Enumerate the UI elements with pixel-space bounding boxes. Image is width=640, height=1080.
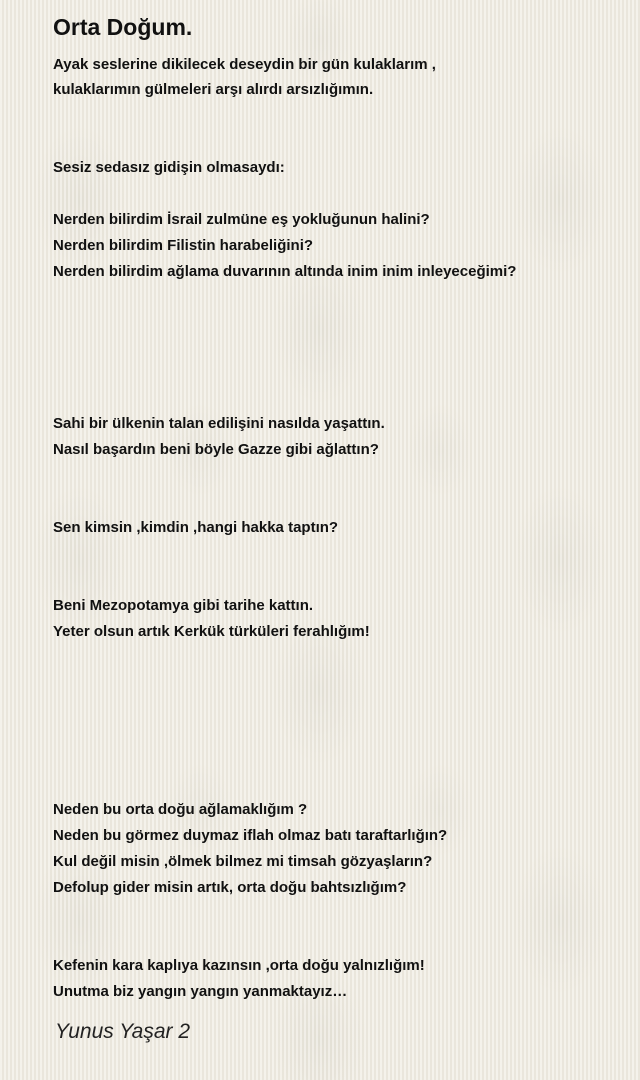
poem-line: Beni Mezopotamya gibi tarihe kattın. — [53, 597, 314, 614]
poem-line: Neden bu orta doğu ağlamaklığım ? — [53, 801, 308, 818]
poem-line: Kul değil misin ,ölmek bilmez mi timsah gözyaşların? — [53, 853, 433, 870]
poem-line: Nerden bilirdim Filistin harabeliğini? — [53, 237, 314, 254]
poem-line: Unutma biz yangın yangın yanmaktayız… — [53, 983, 348, 1000]
poem-line: Sesiz sedasız gidişin olmasaydı: — [53, 159, 285, 176]
poem-line: Nerden bilirdim İsrail zulmüne eş yokluğunun halini? — [53, 211, 430, 228]
poem-line: Nasıl başardın beni böyle Gazze gibi ağlattın? — [53, 441, 379, 458]
poem-line: Nerden bilirdim ağlama duvarının altında inim inim inleyeceğimi? — [53, 263, 517, 280]
poem-line: Ayak seslerine dikilecek deseydin bir gün kulaklarım , — [53, 56, 436, 73]
poem-line: Defolup gider misin artık, orta doğu bahtsızlığım? — [53, 879, 407, 896]
poem-line: kulaklarımın gülmeleri arşı alırdı arsızlığımın. — [53, 81, 374, 98]
poem-line: Neden bu görmez duymaz iflah olmaz batı taraftarlığın? — [53, 827, 448, 844]
poem-title: Orta Doğum. — [53, 14, 193, 40]
poem-line: Sen kimsin ,kimdin ,hangi hakka taptın? — [53, 519, 339, 536]
poem-line: Yeter olsun artık Kerkük türküleri ferahlığım! — [53, 623, 370, 640]
poem-line: Sahi bir ülkenin talan edilişini nasılda yaşattın. — [53, 415, 385, 432]
poem-line: Kefenin kara kaplıya kazınsın ,orta doğu yalnızlığım! — [53, 957, 425, 974]
poem-author: Yunus Yaşar 2 — [55, 1020, 191, 1043]
